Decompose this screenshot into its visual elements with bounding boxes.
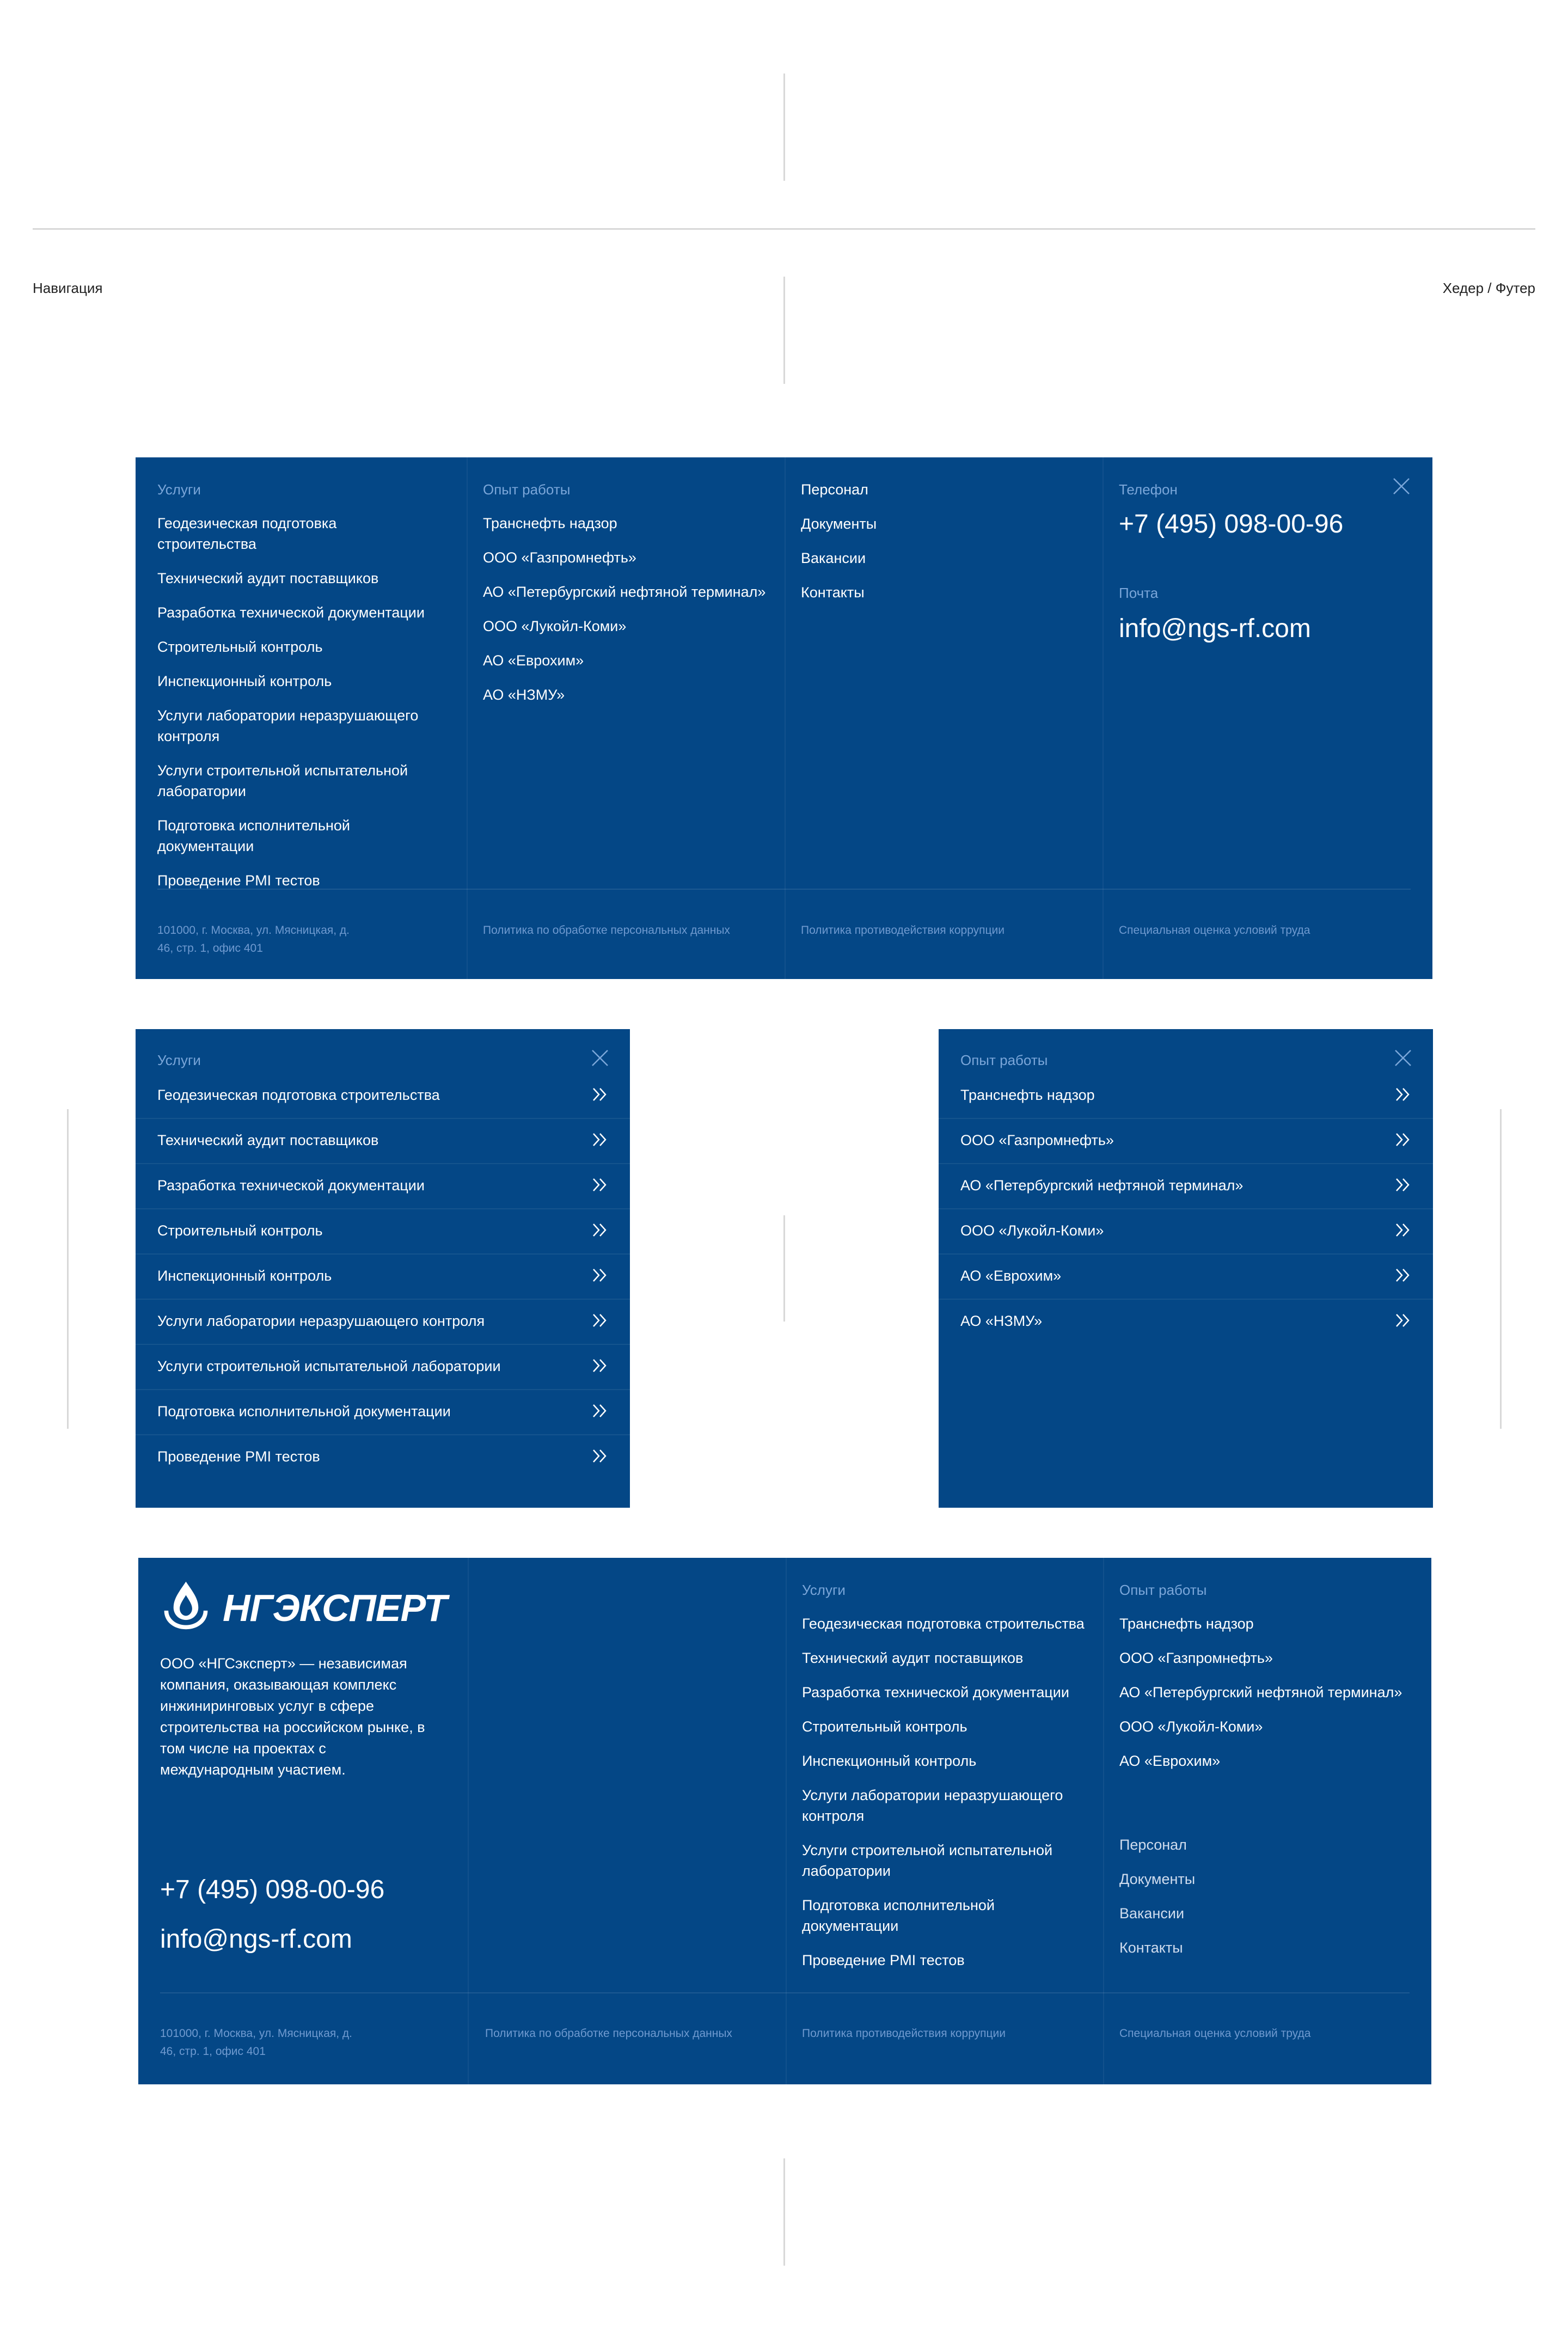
experience-link[interactable]: АО «Еврохим» [483,652,584,669]
footer-experience-title: Опыт работы [1119,1582,1207,1598]
footer-services-link[interactable]: Строительный контроль [802,1718,967,1735]
footer-company-link[interactable]: Контакты [1119,1940,1183,1956]
experience-dropdown-item-label: АО «НЗМУ» [960,1313,1043,1329]
footer-anticorruption-link[interactable]: Политика противодействия коррупции [802,2027,1006,2040]
footer-experience-link[interactable]: ООО «Лукойл-Коми» [1119,1718,1263,1735]
services-dropdown-item-label: Разработка технической документации [157,1177,425,1194]
services-dropdown-item[interactable] [136,1253,630,1300]
guide-line-mid [783,277,785,384]
services-dropdown-item[interactable] [136,1073,630,1119]
footer-column-brand [138,1558,469,2084]
services-dropdown-title: Услуги [157,1052,201,1068]
services-link[interactable]: Подготовка исполнительной документации [157,817,350,854]
double-chevron-right-icon [1394,1130,1412,1149]
experience-link[interactable]: ООО «Лукойл-Коми» [483,618,627,634]
double-chevron-right-icon [1394,1311,1412,1330]
footer-experience-list [1119,1613,1424,1785]
phone-label: Телефон [1119,481,1178,498]
services-link[interactable]: Проведение PMI тестов [157,872,320,889]
experience-dropdown-item-label: АО «Петербургский нефтяной терминал» [960,1177,1244,1194]
full-menu-panel [136,457,1432,979]
close-icon[interactable] [1394,1049,1412,1067]
services-dropdown-item-label: Технический аудит поставщиков [157,1132,379,1148]
experience-dropdown-item[interactable] [939,1253,1433,1300]
services-dropdown-item-label: Услуги строительной испытательной лаборатории [157,1358,501,1374]
company-link[interactable]: Вакансии [801,550,866,566]
experience-title: Опыт работы [483,481,571,498]
close-icon[interactable] [1392,477,1411,495]
double-chevron-right-icon [591,1221,609,1239]
menu-column-contacts [1102,457,1434,979]
menu-column-services [136,457,468,979]
experience-dropdown-item-label: ООО «Лукойл-Коми» [960,1222,1104,1239]
footer-divider [157,889,1411,890]
experience-link[interactable]: АО «НЗМУ» [483,687,565,703]
guide-line-top [783,74,785,181]
double-chevron-right-icon [591,1402,609,1420]
services-dropdown-item[interactable] [136,1434,630,1479]
footer-labor-assessment-link[interactable]: Специальная оценка условий труда [1119,2027,1311,2040]
company-description: ООО «НГСэксперт» — независимая компания, оказывающая комплекс инжиниринговых услуг в сфере строительства на российском рынке, в том числе на проектах с международным участием. [160,1655,425,1778]
footer-services-title: Услуги [802,1582,846,1598]
footer-experience-link[interactable]: АО «Еврохим» [1119,1753,1221,1769]
services-dropdown-item-label: Проведение PMI тестов [157,1448,320,1465]
experience-dropdown-item-label: АО «Еврохим» [960,1268,1062,1284]
footer-company-link[interactable]: Документы [1119,1871,1196,1887]
footer-column-services [786,1558,1104,2084]
company-logo[interactable] [160,1580,447,1631]
footer-phone-link[interactable]: +7 (495) 098-00-96 [160,1875,385,1904]
phone-link[interactable]: +7 (495) 098-00-96 [1119,510,1344,539]
footer-services-link[interactable]: Разработка технической документации [802,1684,1069,1700]
company-link[interactable]: Контакты [801,584,865,601]
address-text: 101000, г. Москва, ул. Мясницкая, д. 46, стр. 1, офис 401 [157,924,350,955]
company-link[interactable]: Персонал [801,481,868,498]
double-chevron-right-icon [591,1130,609,1149]
double-chevron-right-icon [1394,1221,1412,1239]
footer-services-link[interactable]: Геодезическая подготовка строительства [802,1616,1085,1632]
services-list [157,513,430,904]
experience-dropdown-item-label: ООО «Газпромнефть» [960,1132,1114,1148]
footer-divider [160,1992,1410,1993]
double-chevron-right-icon [591,1311,609,1330]
footer-email-link[interactable]: info@ngs-rf.com [160,1925,352,1954]
guide-line-right [1500,1109,1502,1429]
services-title: Услуги [157,481,201,498]
email-link[interactable]: info@ngs-rf.com [1119,614,1311,643]
services-dropdown-item[interactable] [136,1208,630,1255]
experience-link[interactable]: ООО «Газпромнефть» [483,549,636,566]
company-list [801,479,1084,616]
footer-company-list [1119,1834,1402,1972]
site-footer [138,1558,1431,2084]
experience-dropdown-item[interactable] [939,1073,1433,1119]
footer-experience-link[interactable]: АО «Петербургский нефтяной терминал» [1119,1684,1402,1700]
double-chevron-right-icon [591,1356,609,1375]
footer-services-link[interactable]: Проведение PMI тестов [802,1952,965,1968]
services-link[interactable]: Услуги лаборатории неразрушающего контроля [157,707,419,744]
double-chevron-right-icon [591,1085,609,1104]
section-divider [33,228,1535,230]
footer-company-link[interactable]: Вакансии [1119,1905,1185,1922]
labor-assessment-link[interactable]: Специальная оценка условий труда [1119,924,1310,937]
section-label-header-footer: Хедер / Футер [1442,280,1535,296]
guide-line-left [67,1109,69,1429]
footer-services-link[interactable]: Услуги лаборатории неразрушающего контроля [802,1787,1063,1824]
anticorruption-policy-link[interactable]: Политика противодействия коррупции [801,924,1005,937]
water-drop-logo-icon [160,1580,212,1631]
services-dropdown-panel [136,1029,630,1508]
experience-dropdown-title: Опыт работы [960,1052,1048,1068]
experience-dropdown-item-label: Транснефть надзор [960,1087,1095,1103]
experience-list [483,513,777,719]
footer-address-text: 101000, г. Москва, ул. Мясницкая, д. 46, стр. 1, офис 401 [160,2027,353,2058]
services-link[interactable]: Строительный контроль [157,639,323,655]
guide-line-center [783,1215,785,1322]
services-dropdown-item-label: Подготовка исполнительной документации [157,1403,451,1420]
experience-dropdown-item[interactable] [939,1118,1433,1164]
email-label: Почта [1119,585,1159,601]
services-dropdown-item[interactable] [136,1344,630,1390]
footer-services-list [802,1613,1085,1984]
services-dropdown-item[interactable] [136,1389,630,1435]
double-chevron-right-icon [1394,1085,1412,1104]
guide-line-bottom [783,2158,785,2266]
section-label-navigation: Навигация [33,280,103,296]
double-chevron-right-icon [591,1176,609,1194]
experience-dropdown-item[interactable] [939,1208,1433,1255]
services-dropdown-item-label: Геодезическая подготовка строительства [157,1087,440,1103]
footer-company-link[interactable]: Персонал [1119,1837,1187,1853]
services-dropdown-item-label: Услуги лаборатории неразрушающего контроля [157,1313,485,1329]
services-dropdown-item-label: Инспекционный контроль [157,1268,332,1284]
menu-column-company [785,457,1104,979]
footer-column-experience [1103,1558,1432,2084]
services-dropdown-item-label: Строительный контроль [157,1222,323,1239]
double-chevron-right-icon [591,1447,609,1465]
services-dropdown-item[interactable] [136,1299,630,1345]
services-dropdown-item[interactable] [136,1118,630,1164]
services-link[interactable]: Инспекционный контроль [157,673,332,689]
services-link[interactable]: Разработка технической документации [157,604,425,621]
footer-services-link[interactable]: Технический аудит поставщиков [802,1650,1024,1666]
experience-dropdown-item[interactable] [939,1163,1433,1209]
footer-experience-link[interactable]: Транснефть надзор [1119,1616,1254,1632]
services-dropdown-item[interactable] [136,1163,630,1209]
footer-services-link[interactable]: Услуги строительной испытательной лаборатории [802,1842,1053,1879]
experience-dropdown-panel [939,1029,1433,1508]
experience-link[interactable]: АО «Петербургский нефтяной терминал» [483,584,766,600]
menu-column-experience [467,457,786,979]
services-link[interactable]: Геодезическая подготовка строительства [157,515,337,552]
double-chevron-right-icon [591,1266,609,1284]
footer-services-link[interactable]: Подготовка исполнительной документации [802,1897,995,1934]
footer-privacy-policy-link[interactable]: Политика по обработке персональных данных [485,2027,732,2040]
footer-column-empty [468,1558,787,2084]
footer-services-link[interactable]: Инспекционный контроль [802,1753,977,1769]
experience-dropdown-item[interactable] [939,1299,1433,1344]
close-icon[interactable] [591,1049,609,1067]
experience-link[interactable]: Транснефть надзор [483,515,617,531]
privacy-policy-link[interactable]: Политика по обработке персональных данных [483,924,730,937]
services-link[interactable]: Услуги строительной испытательной лаборатории [157,762,408,799]
services-link[interactable]: Технический аудит поставщиков [157,570,379,586]
company-link[interactable]: Документы [801,516,877,532]
brand-name: НГЭКСПЕРТ [223,1587,447,1629]
double-chevron-right-icon [1394,1266,1412,1284]
footer-experience-link[interactable]: ООО «Газпромнефть» [1119,1650,1273,1666]
double-chevron-right-icon [1394,1176,1412,1194]
